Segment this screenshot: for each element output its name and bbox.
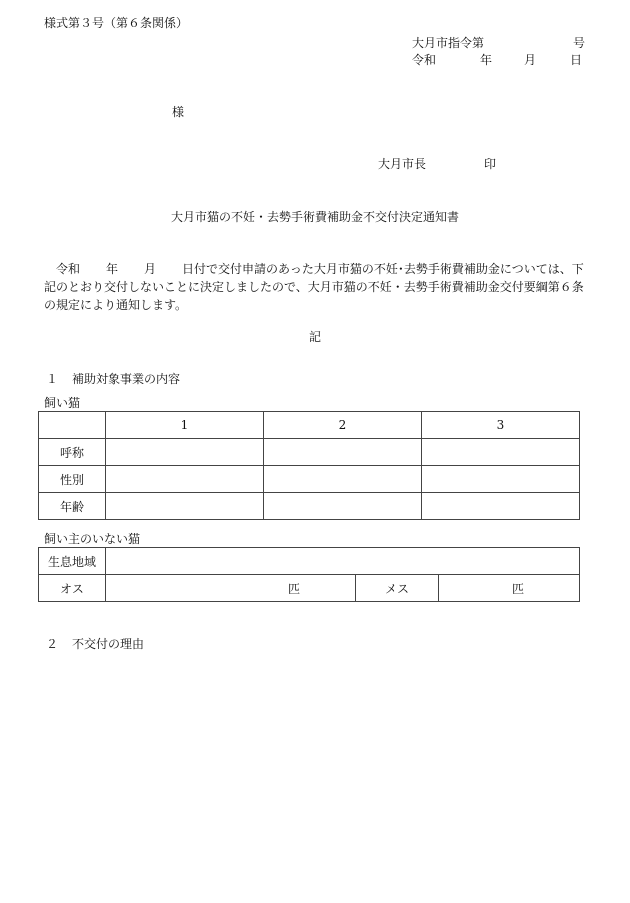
female-count-cell[interactable] [439, 575, 580, 602]
sender-seal: 印 [484, 157, 497, 171]
table-row [39, 548, 580, 575]
table-cell[interactable] [106, 439, 264, 466]
date-year: 年 [480, 53, 493, 67]
table-row [39, 575, 580, 602]
stray-cat-table [38, 547, 580, 602]
form-number: 様式第３号（第６条関係） [44, 16, 189, 30]
ki-mark: 記 [308, 330, 321, 344]
addressee-honorific: 様 [172, 105, 185, 119]
table-corner-cell [39, 412, 106, 439]
female-unit: 匹 [511, 581, 524, 596]
table-cell[interactable] [422, 466, 580, 493]
column-header-1: 1 [106, 412, 264, 439]
pet-cat-caption: 飼い猫 [44, 396, 81, 410]
table-cell[interactable] [422, 493, 580, 520]
date-day: 日 [570, 53, 583, 67]
table-cell[interactable] [106, 493, 264, 520]
body-date-era: 令和 [56, 262, 81, 276]
table-cell[interactable] [264, 466, 422, 493]
stray-cat-caption: 飼い主のいない猫 [44, 532, 141, 546]
male-unit: 匹 [287, 581, 300, 596]
body-paragraph [44, 260, 590, 314]
table-row [39, 439, 580, 466]
table-cell[interactable] [264, 493, 422, 520]
table-cell[interactable] [264, 439, 422, 466]
column-header-3: 3 [422, 412, 580, 439]
body-date-month: 月 [144, 262, 157, 276]
table-cell[interactable] [422, 439, 580, 466]
pet-cat-table [38, 411, 580, 520]
row-label-sex: 性別 [39, 466, 106, 493]
body-text: 日付で交付申請のあった大月市猫の不妊･去勢手術費補助金については、下記のとおり交付しないことに決定しましたので、大月市猫の不妊・去勢手術費補助金交付要綱第６条の規定により通知します。 [44, 262, 584, 312]
habitat-label: 生息地域 [39, 548, 106, 575]
section2-number: ２ [46, 637, 59, 651]
male-label: オス [39, 575, 106, 602]
table-header-row [39, 412, 580, 439]
section1-label: 補助対象事業の内容 [72, 372, 181, 386]
date-era: 令和 [412, 53, 437, 67]
table-row [39, 493, 580, 520]
sender-title: 大月市長 [378, 157, 427, 171]
section1-number: １ [46, 372, 59, 386]
male-count-cell[interactable] [106, 575, 356, 602]
column-header-2: 2 [264, 412, 422, 439]
row-label-name: 呼称 [39, 439, 106, 466]
body-date-year: 年 [106, 262, 119, 276]
habitat-value-cell[interactable] [106, 548, 580, 575]
document-title: 大月市猫の不妊・去勢手術費補助金不交付決定通知書 [170, 210, 459, 224]
issuer-number-prefix: 大月市指令第 [412, 36, 485, 50]
date-month: 月 [524, 53, 537, 67]
table-cell[interactable] [106, 466, 264, 493]
female-label: メス [356, 575, 439, 602]
row-label-age: 年齢 [39, 493, 106, 520]
section2-label: 不交付の理由 [72, 637, 145, 651]
issuer-number-suffix: 号 [573, 36, 586, 50]
table-row [39, 466, 580, 493]
